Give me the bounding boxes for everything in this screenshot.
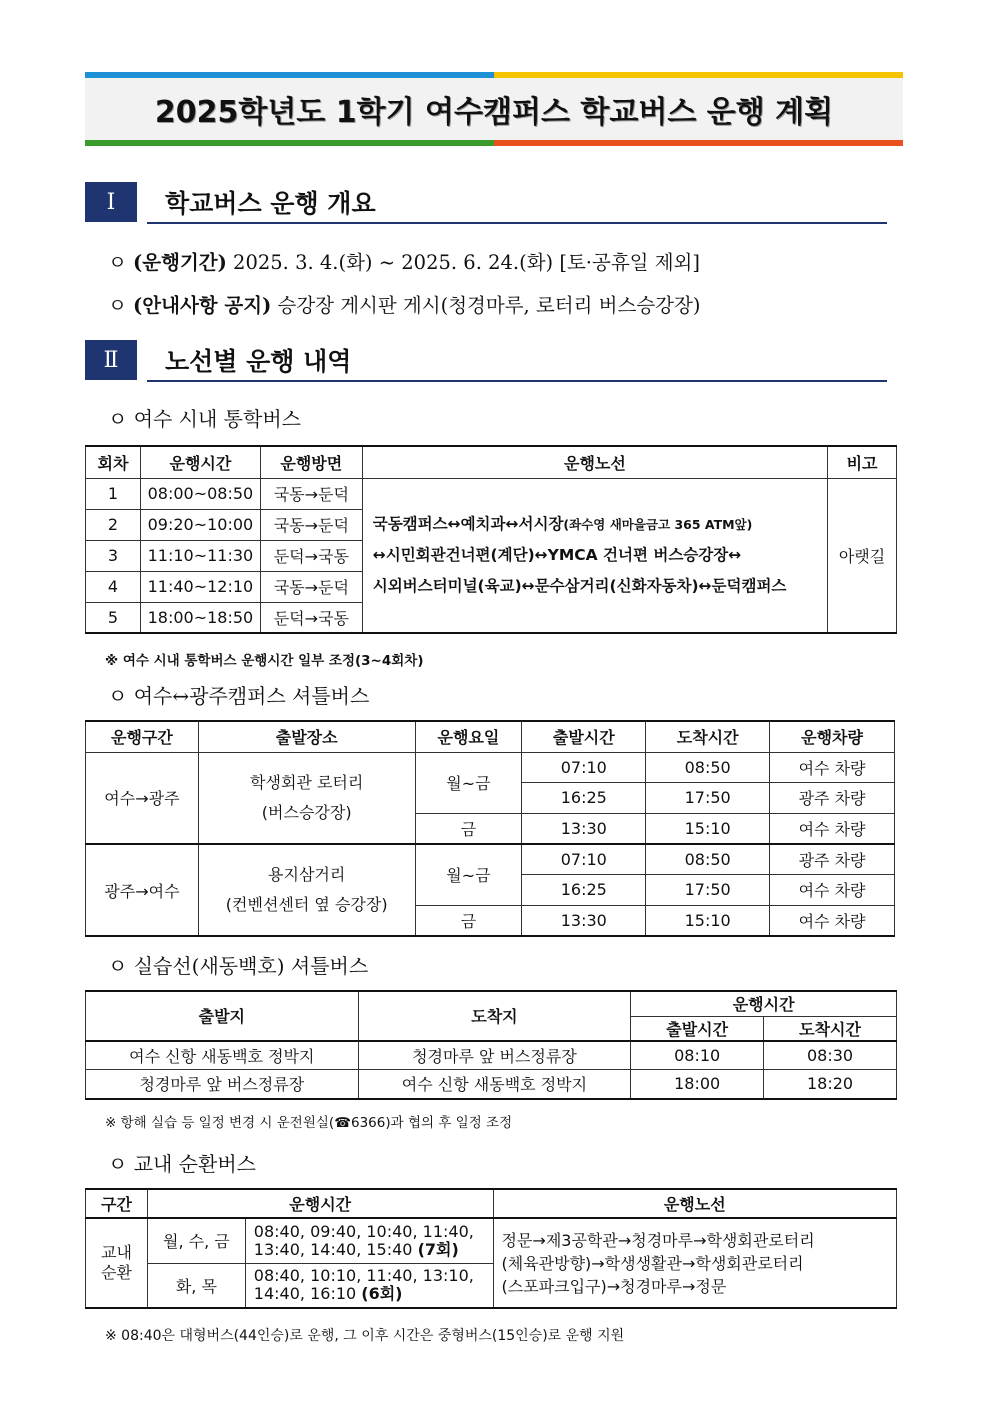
shuttle-heading: [108, 680, 369, 709]
section-line: 순환: [101, 1263, 132, 1282]
trip-direction: 국동→둔덕: [260, 478, 362, 509]
time-line: 08:40, 10:10, 11:40, 13:10,: [253, 1266, 474, 1286]
route-line-1: 국동캠퍼스↔예치과↔서시장: [372, 514, 564, 533]
route-line: 정문→제3공학관→청경마루→학생회관로터리: [501, 1230, 815, 1250]
vehicle: 광주 차량: [770, 782, 895, 813]
city-bus-table: [85, 445, 897, 634]
vehicle: 여수 차량: [770, 905, 895, 936]
trip-no: 2: [86, 509, 141, 540]
overview-period-label: (운행기간): [133, 251, 227, 274]
trip-time: 09:20~10:00: [140, 509, 260, 540]
bullet-mark: ㅇ: [108, 251, 127, 274]
arr-time: 17:50: [646, 874, 770, 905]
col-header: 운행시간: [140, 446, 260, 478]
vehicle: 여수 차량: [770, 752, 895, 782]
route-line: (체육관방향)→학생생활관→학생회관로터리: [501, 1253, 804, 1273]
to-place: 여수 신항 새동백호 정박지: [358, 1070, 631, 1099]
dep-time: 07:10: [522, 752, 646, 782]
col-header: 도착시간: [764, 1016, 897, 1041]
campus-note: ※ 08:40은 대형버스(44인승)로 운행, 그 이후 시간은 중형버스(15인승)로 운행 지원: [105, 1328, 625, 1344]
dep-time: 16:25: [522, 782, 646, 813]
trip-direction: 국동→둔덕: [260, 509, 362, 540]
vehicle: 광주 차량: [770, 844, 895, 874]
trip-direction: 국동→둔덕: [260, 571, 362, 602]
dep-time: 08:10: [631, 1041, 764, 1070]
arr-time: 18:20: [764, 1070, 897, 1099]
section-1-underline: [147, 222, 887, 224]
dep-time: 13:30: [522, 905, 646, 936]
shuttle-table: [85, 720, 895, 937]
place-detail: (버스승강장): [261, 802, 352, 822]
shuttle-day: 월~금: [415, 752, 522, 813]
table-header-row: [86, 721, 895, 752]
campus-route: [493, 1218, 896, 1308]
table-row: [86, 752, 895, 782]
section-1-header: [85, 182, 887, 222]
trip-no: 3: [86, 540, 141, 571]
campus-times: [245, 1263, 493, 1308]
campus-day: 월, 수, 금: [147, 1218, 245, 1263]
trip-no: 1: [86, 478, 141, 509]
time-line: 08:40, 09:40, 10:40, 11:40,: [253, 1221, 474, 1241]
col-header: 운행구간: [86, 721, 199, 752]
campus-day: 화, 목: [147, 1263, 245, 1308]
time-line: 14:40, 16:10: [253, 1284, 362, 1304]
overview-period: [108, 247, 700, 275]
arr-time: 15:10: [646, 905, 770, 936]
trip-time: 11:40~12:10: [140, 571, 260, 602]
col-header: 출발지: [86, 991, 359, 1041]
col-header: 출발장소: [198, 721, 415, 752]
col-header: 회차: [86, 446, 141, 478]
city-bus-note: ※ 여수 시내 통학버스 운행시간 일부 조정(3~4회차): [105, 653, 424, 669]
col-header: 운행시간: [631, 991, 897, 1016]
campus-heading: [108, 1148, 256, 1177]
col-header: 운행차량: [770, 721, 895, 752]
section-1-title: 학교버스 운행 개요: [165, 189, 376, 218]
table-row: [86, 1218, 897, 1263]
arr-time: 08:50: [646, 752, 770, 782]
shuttle-place: [198, 844, 415, 936]
city-bus-route: [362, 478, 827, 633]
trip-count: (6회): [361, 1284, 403, 1304]
route-line-2: ↔시민회관건너편(계단)↔YMCA 건너편 버스승강장↔: [372, 545, 742, 564]
page-title: 2025학년도 1학기 여수캠퍼스 학교버스 운행 계획: [154, 95, 834, 130]
title-bottom-stripe: [85, 140, 903, 146]
campus-section: [86, 1218, 148, 1308]
city-bus-heading-text: 여수 시내 통학버스: [133, 407, 301, 431]
arr-time: 08:50: [646, 844, 770, 874]
training-heading: [108, 950, 368, 979]
section-2-number: Ⅱ: [85, 340, 137, 380]
col-header: 구간: [86, 1189, 148, 1218]
col-header: 운행요일: [415, 721, 522, 752]
vehicle: 여수 차량: [770, 874, 895, 905]
title-banner: [85, 72, 903, 146]
table-row: [86, 1070, 897, 1099]
trip-no: 4: [86, 571, 141, 602]
trip-count: (7회): [417, 1239, 459, 1259]
col-header: 운행시간: [147, 1189, 493, 1218]
overview-notice: [108, 290, 700, 318]
arr-time: 17:50: [646, 782, 770, 813]
col-header: 운행노선: [362, 446, 827, 478]
route-line-3: 시외버스터미널(육교)↔문수삼거리(신화자동차)↔둔덕캠퍼스: [372, 576, 787, 595]
route-line: (스포파크입구)→청경마루→정문: [501, 1276, 727, 1296]
section-2-header: [85, 340, 887, 380]
dep-time: 07:10: [522, 844, 646, 874]
shuttle-day: 금: [415, 813, 522, 844]
dep-time: 18:00: [631, 1070, 764, 1099]
arr-time: 08:30: [764, 1041, 897, 1070]
table-row: [86, 844, 895, 874]
dep-time: 13:30: [522, 813, 646, 844]
campus-table: [85, 1188, 897, 1309]
from-place: 청경마루 앞 버스정류장: [86, 1070, 359, 1099]
section-line: 교내: [101, 1243, 132, 1262]
trip-direction: 둔덕→국동: [260, 540, 362, 571]
bullet-mark: ㅇ: [108, 954, 128, 978]
place-name: 용지삼거리: [268, 865, 346, 884]
bullet-mark: ㅇ: [108, 407, 128, 431]
time-line: 13:40, 14:40, 15:40: [253, 1239, 418, 1259]
dep-time: 16:25: [522, 874, 646, 905]
section-2-underline: [147, 380, 887, 382]
table-header-row: [86, 446, 897, 478]
city-bus-remark: 아랫길: [828, 478, 897, 633]
col-header: 운행방면: [260, 446, 362, 478]
col-header: 출발시간: [522, 721, 646, 752]
campus-heading-text: 교내 순환버스: [133, 1152, 256, 1176]
bullet-mark: ㅇ: [108, 684, 128, 708]
shuttle-place: [198, 752, 415, 844]
campus-times: [245, 1218, 493, 1263]
shuttle-day: 금: [415, 905, 522, 936]
trip-time: 08:00~08:50: [140, 478, 260, 509]
col-header: 도착지: [358, 991, 631, 1041]
trip-time: 18:00~18:50: [140, 602, 260, 633]
trip-time: 11:10~11:30: [140, 540, 260, 571]
col-header: 운행노선: [493, 1189, 896, 1218]
trip-no: 5: [86, 602, 141, 633]
place-detail: (컨벤션센터 옆 승강장): [225, 895, 388, 914]
bullet-mark: ㅇ: [108, 294, 127, 317]
title-area: [85, 78, 903, 140]
arr-time: 15:10: [646, 813, 770, 844]
shuttle-section: 여수→광주: [86, 752, 199, 844]
trip-direction: 둔덕→국동: [260, 602, 362, 633]
table-row: [86, 1041, 897, 1070]
bullet-mark: ㅇ: [108, 1152, 128, 1176]
overview-notice-text: 승강장 게시판 게시(청경마루, 로터리 버스승강장): [271, 294, 701, 317]
shuttle-day: 월~금: [415, 844, 522, 905]
training-note: ※ 항해 실습 등 일정 변경 시 운전원실(☎6366)과 협의 후 일정 조정: [105, 1115, 513, 1131]
shuttle-heading-text: 여수↔광주캠퍼스 셔틀버스: [133, 684, 370, 708]
vehicle: 여수 차량: [770, 813, 895, 844]
table-header-row: [86, 1189, 897, 1218]
route-line-1-detail: (좌수영 새마을금고 365 ATM앞): [563, 516, 753, 532]
section-1-number: Ⅰ: [85, 182, 137, 222]
table-row: [86, 478, 897, 509]
col-header: 비고: [828, 446, 897, 478]
col-header: 출발시간: [631, 1016, 764, 1041]
city-bus-heading: [108, 403, 301, 432]
to-place: 청경마루 앞 버스정류장: [358, 1041, 631, 1070]
section-2-title: 노선별 운행 내역: [165, 347, 352, 376]
col-header: 도착시간: [646, 721, 770, 752]
place-name: 학생회관 로터리: [250, 772, 364, 792]
overview-period-text: 2025. 3. 4.(화) ~ 2025. 6. 24.(화) [토·공휴일 제외]: [226, 251, 701, 274]
overview-notice-label: (안내사항 공지): [133, 294, 272, 317]
training-table: [85, 990, 897, 1100]
from-place: 여수 신항 새동백호 정박지: [86, 1041, 359, 1070]
table-header-row: [86, 991, 897, 1016]
training-heading-text: 실습선(새동백호) 셔틀버스: [133, 954, 369, 978]
shuttle-section: 광주→여수: [86, 844, 199, 936]
